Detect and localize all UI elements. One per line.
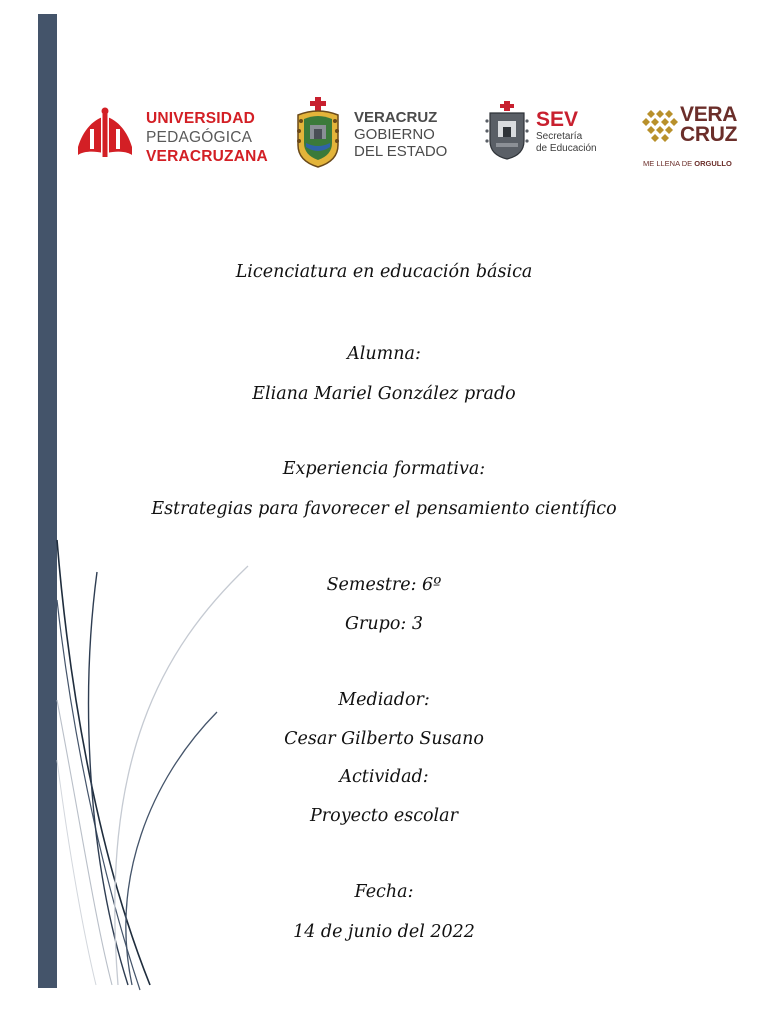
- activity-label: Actividad:: [339, 767, 429, 787]
- group: Grupo: 3: [345, 614, 423, 634]
- sev-name-line2: de Educación: [536, 143, 597, 154]
- mediator-label: Mediador:: [338, 690, 430, 710]
- veracruz-pattern-icon: [642, 109, 678, 145]
- course-label: Experiencia formativa:: [282, 459, 486, 479]
- gobierno-name-line3: DEL ESTADO: [354, 143, 448, 160]
- student-name: Eliana Mariel González prado: [252, 384, 516, 404]
- veracruz-brand-tagline: [643, 159, 732, 168]
- veracruz-brand-logo: [640, 95, 740, 175]
- sev-logo: [484, 95, 614, 175]
- mediator-name: Cesar Gilberto Susano: [284, 729, 484, 749]
- gobierno-name-line2: GOBIERNO: [354, 126, 435, 143]
- sev-name-line1: Secretaría: [536, 131, 583, 142]
- student-label: Alumna:: [347, 344, 421, 364]
- activity-name: Proyecto escolar: [310, 806, 458, 826]
- course-name: Estrategias para favorecer el pensamiento científico: [151, 499, 617, 519]
- sev-acronym: SEV: [536, 108, 579, 131]
- veracruz-brand-line1: VERA: [680, 103, 738, 126]
- logo-strip: [0, 95, 768, 175]
- veracruz-brand-line2: CRUZ: [680, 123, 738, 146]
- upv-name-line1: UNIVERSIDAD: [146, 110, 255, 127]
- upv-logo: [76, 95, 266, 175]
- date-value: 14 de junio del 2022: [293, 922, 475, 942]
- degree-title: Licenciatura en educación básica: [235, 262, 533, 282]
- gobierno-veracruz-logo: [290, 95, 450, 175]
- upv-name-line2: PEDAGÓGICA: [146, 129, 253, 146]
- upv-name-line3: VERACRUZANA: [146, 148, 268, 165]
- veracruz-coat-of-arms-icon: [292, 97, 344, 169]
- sev-shield-icon: [484, 101, 530, 161]
- date-label: Fecha:: [354, 882, 414, 902]
- tagline-part-a: ME LLENA DE: [643, 159, 695, 168]
- tagline-part-b: ORGULLO: [694, 159, 732, 168]
- upv-emblem-icon: [76, 107, 134, 161]
- gobierno-name-line1: VERACRUZ: [354, 109, 438, 126]
- semester: Semestre: 6º: [326, 575, 442, 595]
